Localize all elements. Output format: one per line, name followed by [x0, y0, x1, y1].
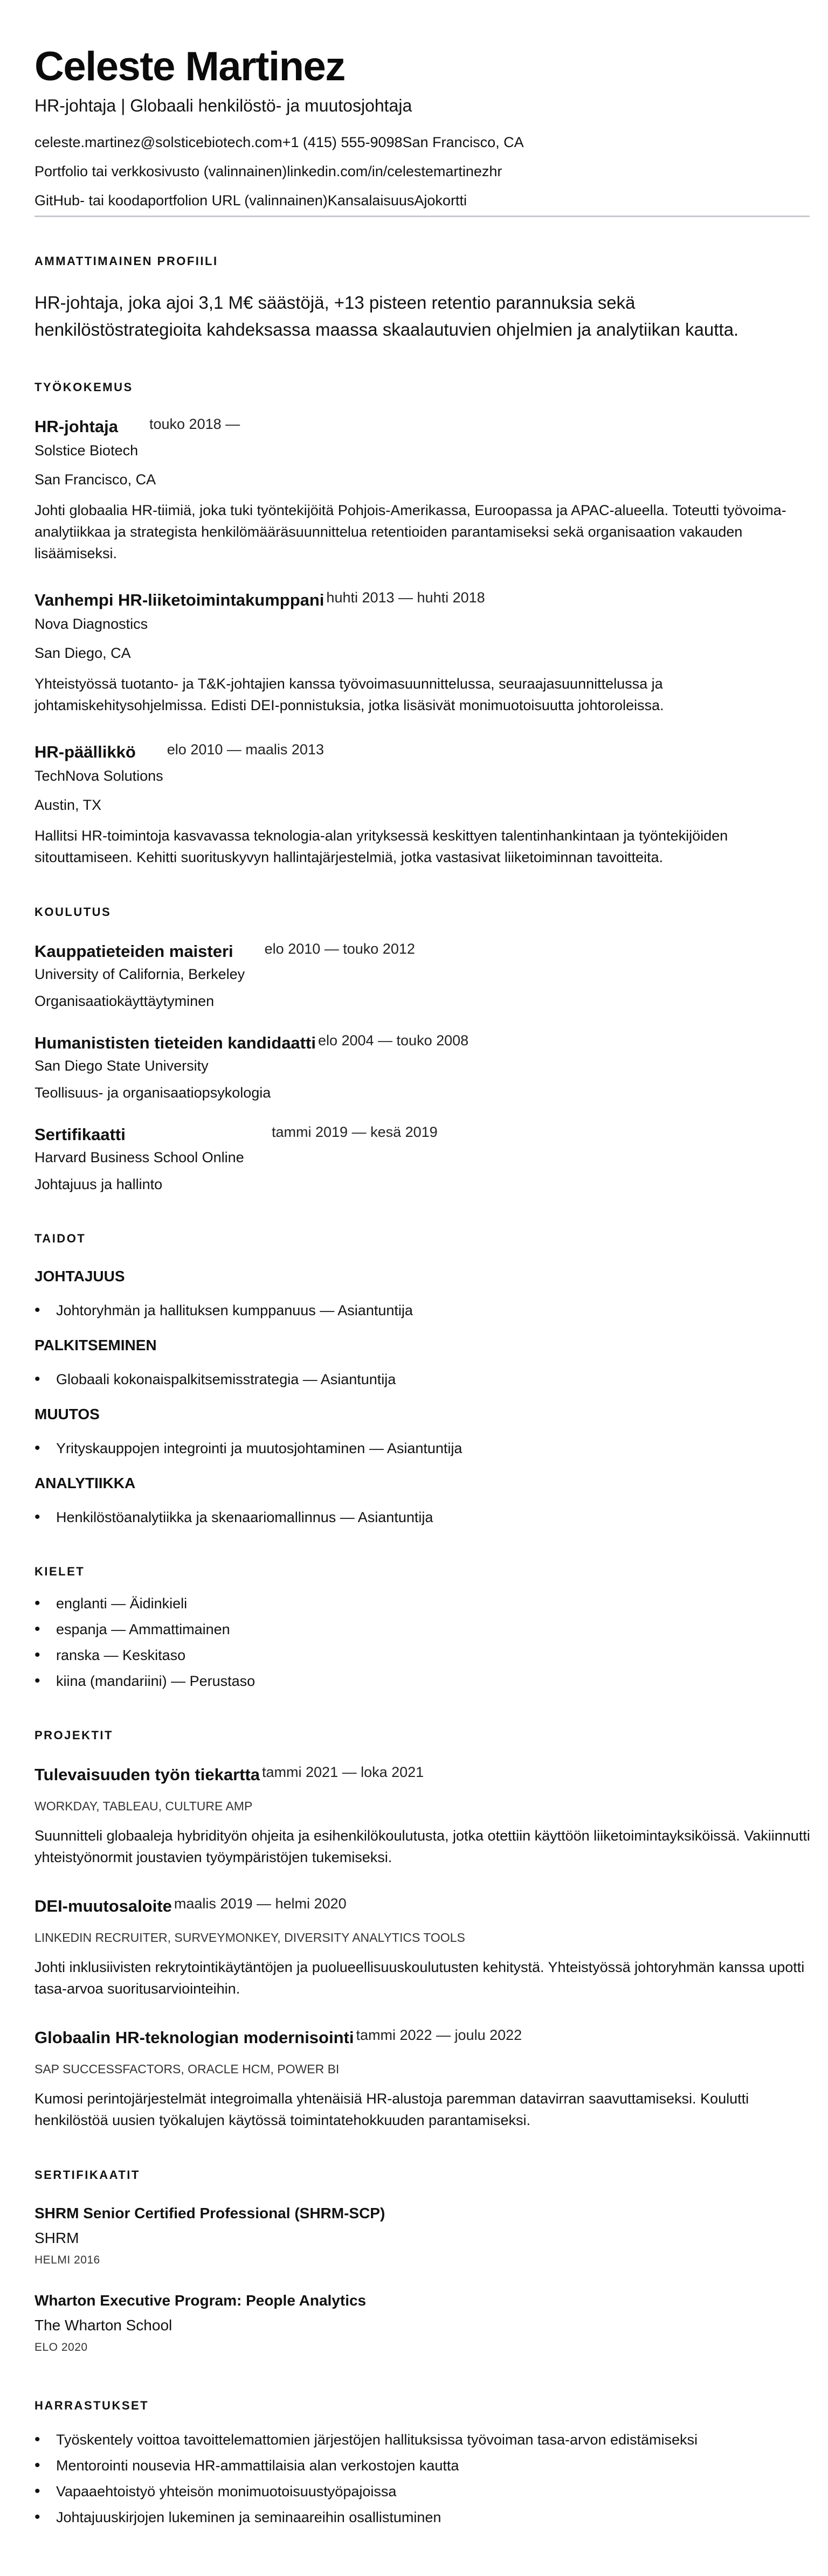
github-link[interactable]: GitHub- tai koodaportfolion URL (valinnainen)	[34, 192, 328, 209]
job-location: Austin, TX	[34, 797, 102, 813]
company-name: Nova Diagnostics	[34, 616, 148, 632]
job-description: Johti globaalia HR-tiimiä, joka tuki työntekijöitä Pohjois-Amerikassa, Euroopassa ja APAC-alueella. Toteutti työvoima-analytiikkaa ja strategista henkilömääräsuunnittelua retentioiden parantamiseksi sekä organisaation vakauden lisäämiseksi.	[34, 502, 786, 561]
company-name: TechNova Solutions	[34, 768, 163, 784]
field-of-study: Teollisuus- ja organisaatiopsykologia	[34, 1085, 271, 1101]
interest-item: • Työskentely voittoa tavoittelemattomien järjestöjen hallituksissa työvoiman tasa-arvon edistämiseksi	[34, 2429, 794, 2450]
experience-entry	[34, 741, 794, 868]
section-title: SERTIFIKAATIT	[34, 2168, 140, 2182]
section-projects	[34, 1728, 810, 2131]
project-entry	[34, 1763, 810, 1868]
job-dates: elo 2010 — maalis 2013	[167, 741, 324, 758]
section-title: AMMATTIMAINEN PROFIILI	[34, 254, 218, 268]
drivers-license-text: Ajokortti	[414, 192, 467, 209]
section-title: KOULUTUS	[34, 905, 112, 919]
job-title: HR-päällikkö	[34, 742, 136, 761]
skill-item: • Yrityskauppojen integrointi ja muutosjohtaminen — Asiantuntija	[34, 1438, 794, 1459]
education-dates: elo 2004 — touko 2008	[318, 1032, 469, 1049]
degree-title: Kauppatieteiden maisteri	[34, 942, 233, 961]
project-entry	[34, 1895, 805, 1999]
skill-group	[34, 1405, 794, 1459]
certification-issuer: The Wharton School	[34, 2317, 172, 2334]
section-title: TAIDOT	[34, 1232, 86, 1245]
language-item	[34, 1593, 794, 1614]
education-dates: elo 2010 — touko 2012	[264, 941, 415, 957]
language-item	[34, 1619, 794, 1640]
language-name: espanja	[56, 1621, 107, 1637]
headline: HR-johtaja | Globaali henkilöstö- ja muutosjohtaja	[34, 96, 412, 115]
project-dates: maalis 2019 — helmi 2020	[174, 1895, 347, 1912]
project-description: Suunnitteli globaaleja hybridityön ohjeita ja esihenkilökoulutusta, jotka otettiin käyttöön liiketoimintayksiköissä. Vakiinnutti yhteistyönormit joustavien työympäristöjen tukemiseksi.	[34, 1828, 810, 1865]
interest-item: • Johtajuuskirjojen lukeminen ja seminaareihin osallistuminen	[34, 2507, 794, 2528]
contact-info	[34, 133, 794, 210]
phone-link[interactable]: +1 (415) 555-9098	[282, 134, 403, 150]
degree-title: Sertifikaatti	[34, 1125, 126, 1144]
job-dates: huhti 2013 — huhti 2018	[326, 589, 485, 606]
resume-header	[34, 43, 794, 217]
certification-date: ELO 2020	[34, 2341, 88, 2353]
job-title: Vanhempi HR-liiketoimintakumppani	[34, 591, 325, 609]
profile-summary: HR-johtaja, joka ajoi 3,1 M€ säästöjä, +13 pisteen retentio parannuksia sekä henkilöstöstrategioita kahdeksassa maassa skaalautuvien ohjelmien ja analytiikan kautta.	[34, 293, 739, 339]
education-entry	[34, 1123, 794, 1195]
job-dates: touko 2018 —	[149, 416, 240, 432]
section-title: TYÖKOKEMUS	[34, 380, 133, 394]
education-dates: tammi 2019 — kesä 2019	[272, 1124, 438, 1140]
section-experience	[34, 380, 794, 868]
project-title: DEI-muutosaloite	[34, 1897, 172, 1915]
certification-entry	[34, 2203, 794, 2268]
job-title: HR-johtaja	[34, 417, 118, 436]
citizenship-text: Kansalaisuus	[327, 192, 415, 209]
company-name: Solstice Biotech	[34, 442, 139, 459]
section-certifications	[34, 2168, 794, 2355]
header-divider	[34, 216, 810, 217]
certification-title: SHRM Senior Certified Professional (SHRM-SCP)	[34, 2205, 385, 2221]
skill-category: ANALYTIIKKA	[34, 1475, 136, 1491]
degree-title: Humanististen tieteiden kandidaatti	[34, 1033, 316, 1052]
skill-category: MUUTOS	[34, 1406, 100, 1422]
language-name: englanti	[56, 1595, 107, 1612]
language-item	[34, 1671, 794, 1691]
section-profile	[34, 254, 794, 343]
certification-date: HELMI 2016	[34, 2254, 100, 2266]
linkedin-link[interactable]: linkedin.com/in/celestemartinezhr	[287, 163, 502, 179]
language-name: ranska	[56, 1647, 100, 1663]
section-languages	[34, 1564, 794, 1691]
certification-entry	[34, 2290, 794, 2355]
field-of-study: Organisaatiokäyttäytyminen	[34, 993, 215, 1009]
skill-item: • Globaali kokonaispalkitsemisstrategia — Asiantuntija	[34, 1369, 794, 1390]
project-dates: tammi 2021 — loka 2021	[262, 1764, 424, 1780]
language-level: — Ammattimainen	[107, 1621, 230, 1637]
candidate-name: Celeste Martinez	[34, 44, 345, 89]
interest-item: • Mentorointi nousevia HR-ammattilaisia alan verkostojen kautta	[34, 2455, 794, 2476]
language-item	[34, 1645, 794, 1665]
education-entry	[34, 940, 794, 1011]
job-location: San Diego, CA	[34, 645, 131, 661]
project-tech: SAP SUCCESSFACTORS, ORACLE HCM, POWER BI	[34, 2062, 340, 2076]
experience-entry	[34, 415, 794, 564]
school-name: San Diego State University	[34, 1058, 209, 1074]
job-location: San Francisco, CA	[34, 471, 156, 488]
language-level: — Perustaso	[167, 1673, 256, 1689]
certification-title: Wharton Executive Program: People Analytics	[34, 2292, 367, 2309]
skill-item: • Henkilöstöanalytiikka ja skenaariomallinnus — Asiantuntija	[34, 1507, 794, 1527]
contact-row	[34, 191, 794, 210]
project-description: Kumosi perintojärjestelmät integroimalla yhtenäisiä HR-alustoja paremman datavirran saavuttamiseksi. Koulutti henkilöstöä uusien työkalujen käytössä toimintatehokkuuden parantamiseksi.	[34, 2091, 749, 2128]
skill-group	[34, 1267, 794, 1321]
job-description: Hallitsi HR-toimintoja kasvavassa teknologia-alan yrityksessä keskittyen talentinhankintaan ja työntekijöiden sitouttamiseen. Kehitti suorituskyvyn hallintajärjestelmiä, jotka vastasivat liiketoiminnan tavoitteita.	[34, 828, 728, 865]
school-name: University of California, Berkeley	[34, 966, 245, 982]
email-link[interactable]: celeste.martinez@solsticebiotech.com	[34, 134, 282, 150]
section-education	[34, 905, 794, 1195]
project-description: Johti inklusiivisten rekrytointikäytäntöjen ja puolueellisuuskoulutusten kehitystä. Yhteistyössä johtoryhmän kanssa upotti tasa-arvoa suoritusarviointeihin.	[34, 1959, 805, 1997]
portfolio-link[interactable]: Portfolio tai verkkosivusto (valinnainen)	[34, 163, 287, 179]
section-title: PROJEKTIT	[34, 1728, 113, 1742]
project-tech: LINKEDIN RECRUITER, SURVEYMONKEY, DIVERSITY ANALYTICS TOOLS	[34, 1931, 465, 1945]
language-name: kiina (mandariini)	[56, 1673, 167, 1689]
project-title: Tulevaisuuden työn tiekartta	[34, 1765, 260, 1784]
skill-category: JOHTAJUUS	[34, 1268, 125, 1284]
skill-group	[34, 1336, 794, 1390]
language-level: — Äidinkieli	[107, 1595, 188, 1612]
language-level: — Keskitaso	[100, 1647, 186, 1663]
section-skills	[34, 1231, 794, 1527]
section-interests	[34, 2398, 794, 2528]
skill-item: • Johtoryhmän ja hallituksen kumppanuus — Asiantuntija	[34, 1300, 794, 1321]
contact-row	[34, 133, 794, 152]
experience-entry	[34, 589, 794, 716]
school-name: Harvard Business School Online	[34, 1149, 244, 1165]
skill-category: PALKITSEMINEN	[34, 1337, 157, 1353]
project-title: Globaalin HR-teknologian modernisointi	[34, 2028, 354, 2047]
project-dates: tammi 2022 — joulu 2022	[356, 2027, 522, 2043]
skill-group	[34, 1474, 794, 1527]
education-entry	[34, 1032, 794, 1103]
interest-item: • Vapaaehtoistyö yhteisön monimuotoisuustyöpajoissa	[34, 2481, 794, 2502]
contact-row	[34, 162, 794, 181]
field-of-study: Johtajuus ja hallinto	[34, 1176, 163, 1192]
project-entry	[34, 2026, 794, 2131]
section-title: KIELET	[34, 1565, 85, 1578]
project-tech: WORKDAY, TABLEAU, CULTURE AMP	[34, 1799, 253, 1813]
certification-issuer: SHRM	[34, 2230, 79, 2246]
job-description: Yhteistyössä tuotanto- ja T&K-johtajien kanssa työvoimasuunnittelussa, seuraajasuunnittelussa ja johtamiskehitysohjelmissa. Edisti DEI-ponnistuksia, jotka lisäsivät monimuotoisuutta johtoroleissa.	[34, 676, 664, 713]
location-text: San Francisco, CA	[402, 134, 524, 150]
section-title: HARRASTUKSET	[34, 2399, 149, 2412]
